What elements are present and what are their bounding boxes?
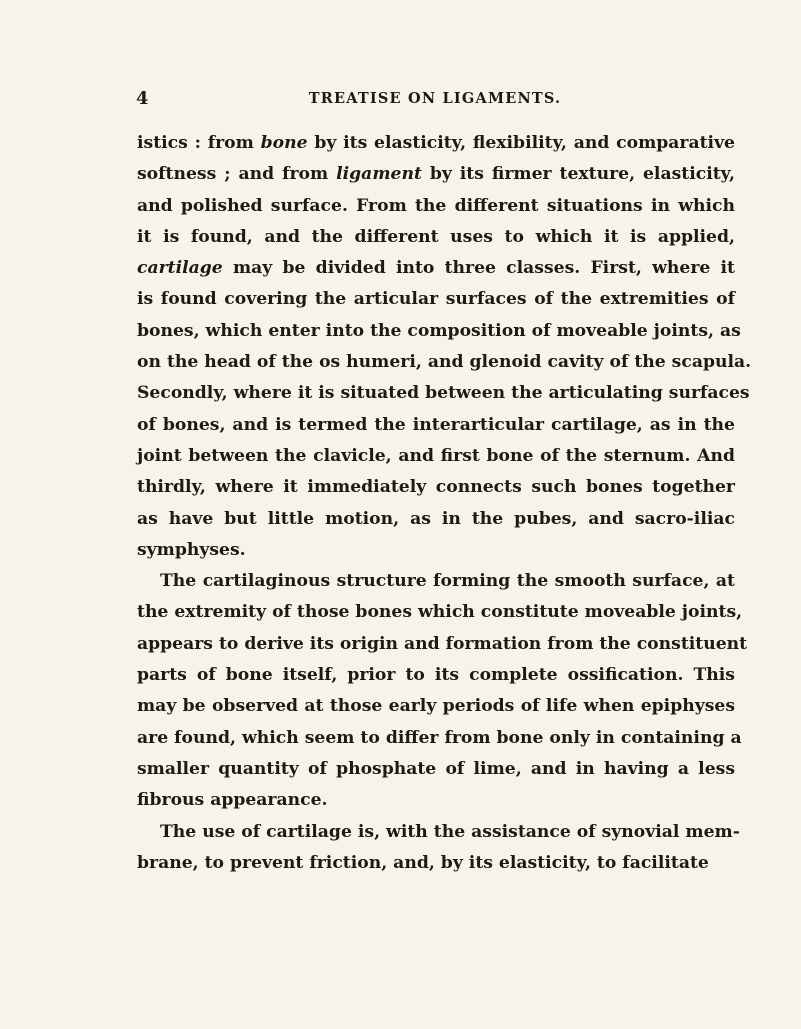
text-run: by its firmer texture, elasticity, [421,164,735,185]
text-line [137,472,735,503]
paragraph [137,817,740,880]
text-line [137,535,735,566]
text-run: parts of bone itself, prior to its complete ossification. This [137,665,735,686]
text-run: bones, which enter into the composition of moveable joints, as [137,320,741,341]
text-line [137,691,735,722]
text-line [137,316,741,347]
text-run: and polished surface. From the different situations in which [137,195,735,216]
text-run: brane, to prevent friction, and, by its elasticity, to facilitate [137,852,709,873]
paragraph [137,128,752,566]
text-run: softness ; and from [137,164,337,185]
text-line [137,566,735,597]
text-line [137,191,735,222]
text-run: The cartilaginous structure forming the smooth surface, at [160,571,735,592]
italic-term: bone [260,133,308,153]
italic-term: cartilage [137,258,223,279]
text-run: it is found, and the different uses to which it is applied, [137,226,735,247]
text-line [137,159,735,190]
body-text [137,128,752,879]
text-line [137,785,735,816]
text-run: may be observed at those early periods of life when epiphyses [137,696,735,717]
text-line [137,347,752,378]
text-run: The use of cartilage is, with the assistance of synovial mem- [160,821,740,842]
text-line [137,504,735,535]
text-run: may be divided into three classes. First, where it [222,258,735,279]
text-line [137,754,735,785]
page-number: 4 [136,88,149,109]
text-run: appears to derive its origin and formation from the constituent [137,633,748,654]
text-line [137,222,735,253]
italic-term: ligament [336,164,422,185]
text-line [137,284,735,315]
text-line [137,128,735,159]
text-run: fibrous appearance. [137,790,328,811]
text-run: thirdly, where it immediately connects such bones together [137,477,735,498]
text-line [137,629,748,660]
text-line [137,441,735,472]
text-line [137,597,743,628]
text-line [137,817,740,848]
text-run: istics : from [137,133,261,153]
paragraph [137,566,748,816]
text-run: on the head of the os humeri, and glenoid cavity of the scapula. [137,352,752,373]
text-run: smaller quantity of phosphate of lime, and in having a less [137,758,735,779]
text-run: joint between the clavicle, and first bone of the sternum. And [137,445,735,466]
text-run: Secondly, where it is situated between the articulating surfaces [137,383,750,404]
text-run: by its elasticity, flexibility, and comparative [307,133,735,153]
text-line [137,660,735,691]
text-line [137,253,735,284]
text-run: is found covering the articular surfaces of the extremities of [137,289,735,310]
text-line [137,723,742,754]
running-title: TREATISE ON LIGAMENTS. [308,90,562,107]
text-run: as have but little motion, as in the pubes, and sacro-iliac [137,508,735,529]
text-run: the extremity of those bones which constitute moveable joints, [137,602,743,623]
text-run: are found, which seem to differ from bone only in containing a [137,727,742,748]
text-line [137,848,735,879]
text-line [137,410,735,441]
text-line [137,378,750,409]
running-head [134,88,736,116]
text-run: symphyses. [137,539,246,560]
text-run: of bones, and is termed the interarticular cartilage, as in the [137,414,735,435]
